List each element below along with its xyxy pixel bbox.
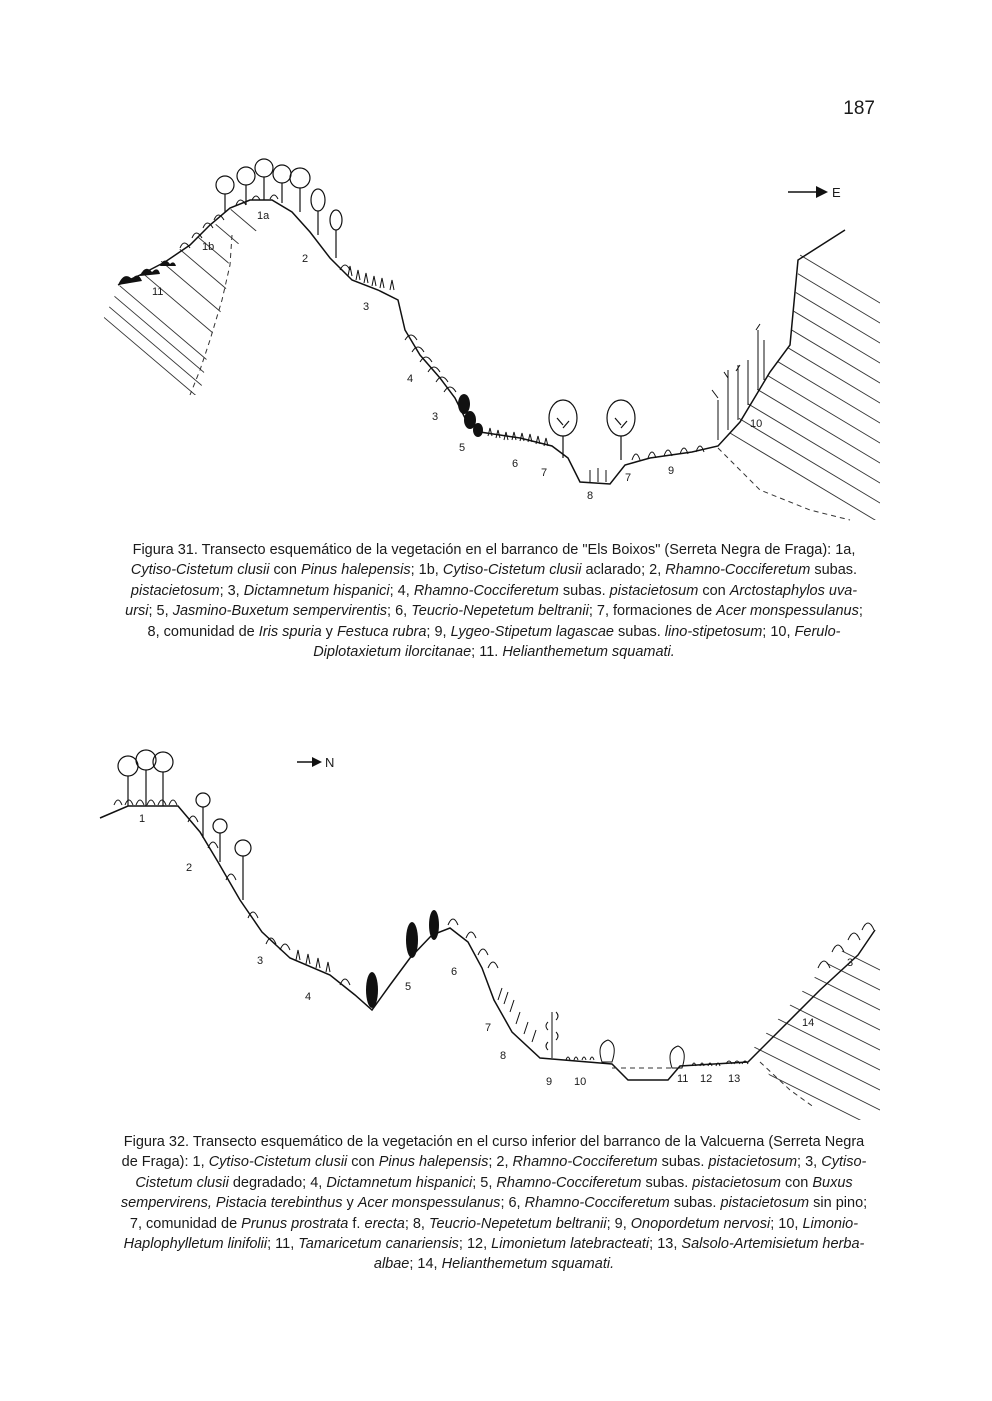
caption-segment: Onopordetum nervosi [630,1215,771,1232]
caption-segment: pistacietosum [720,1195,810,1212]
caption-segment: Pinus halepensis [378,1154,489,1171]
dark-bushes-figure31 [118,260,483,437]
caption-segment: ; 10, [762,623,795,640]
caption-segment: Figura 31. Transecto esquemático de la vegetación en el barranco de "Els Boixos" (Serreta Negra de Fraga): 1a, [132,542,856,558]
caption-segment: ; 14, [409,1256,442,1273]
community-labels-figure31 [152,210,762,502]
caption-segment: subas. [657,1154,709,1171]
label-14: 14 [802,1017,815,1029]
label-12: 12 [700,1073,713,1085]
label-10: 10 [750,418,763,430]
label-5: 5 [459,442,466,454]
caption-segment: Rhamno-Cocciferetum [413,582,559,599]
caption-segment: Cytiso-Cistetum clusii [135,1154,867,1191]
caption-segment: Dictamnetum hispanici [243,582,390,599]
label-7b: 7 [625,472,632,484]
boundary-dashed-figure32 [612,1062,815,1108]
caption-segment: pistacietosum [692,1174,781,1191]
caption-segment: ; 4, [389,582,414,599]
caption-segment: Teucrio-Nepetetum beltranii [411,603,589,620]
caption-segment: ; 1b, [410,562,443,579]
caption-segment: ; 9, [606,1215,631,1232]
hatch-left-figure31 [60,150,355,450]
caption-segment: con [780,1174,813,1191]
caption-segment: y [342,1195,358,1212]
label-4: 4 [305,991,312,1003]
label-8: 8 [587,490,594,502]
caption-segment: Salsolo-Artemisietum herba-albae [373,1236,865,1273]
page-number: 187 [843,98,875,119]
label-2: 2 [186,862,193,874]
terrain-profile-figure32 [100,806,875,1080]
caption-segment: y [321,623,337,640]
caption-segment: ; 11, [267,1236,299,1253]
caption-segment: Dictamnetum hispanici [326,1174,473,1191]
caption-segment: Festuca rubra [336,623,427,640]
label-8: 8 [500,1050,507,1062]
label-1b: 1b [202,241,215,253]
figure-31-transect [0,150,992,535]
label-10: 10 [574,1076,587,1088]
caption-segment: con [698,582,730,599]
caption-segment: Buxus sempervirens, Pistacia terebinthus [120,1174,853,1212]
terrain-profile-figure31 [118,200,845,484]
caption-segment: f. [348,1215,365,1232]
caption-segment: Pinus halepensis [300,562,411,579]
label-13: 13 [728,1073,741,1085]
label-6: 6 [451,966,458,978]
caption-segment: Tamaricetum canariensis [298,1236,459,1253]
caption-segment: Rhamno-Cocciferetum [496,1174,642,1191]
label-1a: 1a [257,210,270,222]
caption-segment: Cytiso-Cistetum clusii [130,562,270,579]
caption-segment: subas. [613,623,665,640]
caption-segment: ; 8, comunidad de [147,603,863,640]
boundary-dashed-figure31 [190,235,850,520]
caption-segment: Cytiso-Cistetum clusii [208,1154,348,1171]
caption-segment: pistacietosum [609,582,699,599]
label-9: 9 [546,1076,553,1088]
caption-segment: Arctostaphylos uva-ursi [125,582,858,620]
caption-segment: Iris spuria [258,623,322,640]
caption-segment: Prunus prostrata [241,1215,349,1232]
caption-segment: Limonio-Haplophylletum linifolii [123,1215,859,1253]
caption-segment: lino-stipetosum [664,623,763,640]
acer-trees-figure31 [549,400,635,460]
caption-segment: ; 13, [649,1236,682,1253]
caption-segment: Lygeo-Stipetum lagascae [450,623,614,640]
caption-segment: ; 11. [471,644,503,661]
caption-segment: ; 6, [500,1195,525,1212]
label-9: 9 [668,465,675,477]
caption-segment: Teucrio-Nepetetum beltranii [429,1215,607,1232]
caption-segment: ; 2, [488,1154,513,1171]
hatch-right-figure31 [700,195,900,535]
caption-segment: ; 7, formaciones de [588,603,717,620]
caption-segment: subas. [641,1174,693,1191]
caption-segment: ; 10, [770,1215,803,1232]
label-7a: 7 [541,467,548,479]
caption-segment: Rhamno-Cocciferetum [512,1154,658,1171]
label-7: 7 [485,1022,492,1034]
caption-segment: Ferulo-Diplotaxietum ilorcitanae [313,623,841,661]
caption-segment: Cytiso-Cistetum clusii [442,562,582,579]
caption-segment: Acer monspessulanus [357,1195,501,1212]
direction-label-figure31: E [832,185,841,200]
label-3a: 3 [363,301,370,313]
direction-arrow-figure32 [297,755,334,770]
label-5: 5 [405,981,412,993]
direction-arrow-figure31 [788,185,841,200]
caption-segment: ; 9, [426,623,451,640]
caption-segment: ; 12, [458,1236,492,1253]
figure-32-transect [0,740,992,1125]
caption-segment: ; 6, [387,603,412,620]
caption-segment: degradado; 4, [228,1174,327,1191]
label-3a: 3 [257,955,264,967]
caption-segment: Rhamno-Cocciferetum [665,562,811,579]
caption-segment: Jasmino-Buxetum sempervirentis [172,603,388,620]
label-3b: 3 [847,957,854,969]
caption-segment: erecta [364,1215,405,1232]
caption-segment: Helianthemetum squamati. [502,644,675,661]
caption-segment: sin pino; 7, comunidad de [129,1195,868,1232]
dark-trees-figure32 [366,910,439,1008]
caption-segment: con [269,562,301,579]
caption-segment: subas. [810,562,858,579]
label-4: 4 [407,373,414,385]
caption-segment: Acer monspessulanus [716,603,859,620]
shrub-glyphs-figure32 [114,800,874,1068]
caption-segment: Figura 32. Transecto esquemático de la vegetación en el curso inferior del barranco de la Valcuerna (Serreta Negra de Fraga): 1, [121,1134,865,1171]
caption-segment: subas. [669,1195,721,1212]
pine-trees-figure32 [118,750,251,900]
direction-label-figure32: N [325,755,335,770]
figure-31-caption [118,540,870,662]
label-6: 6 [512,458,519,470]
shrub-glyphs-figure31 [180,195,764,482]
label-11: 11 [677,1073,689,1085]
caption-segment: aclarado; 2, [581,562,666,579]
community-labels-figure32 [139,813,853,1088]
caption-segment: pistacietosum [130,582,220,599]
caption-segment: ; 3, [797,1154,822,1171]
caption-segment: Rhamno-Cocciferetum [524,1195,670,1212]
caption-segment: con [347,1154,379,1171]
caption-segment: Limonietum latebracteati [491,1236,650,1253]
caption-segment: ; 3, [219,582,244,599]
label-3b: 3 [432,411,439,423]
caption-segment: ; 8, [404,1215,429,1232]
caption-segment: subas. [558,582,610,599]
caption-segment: ; 5, [472,1174,497,1191]
figure-32-caption [118,1132,870,1275]
pine-trees-crest [216,159,342,258]
caption-segment: ; 5, [148,603,173,620]
label-1: 1 [139,813,146,825]
label-11: 11 [152,286,164,298]
caption-segment: Helianthemetum squamati. [441,1256,615,1273]
caption-segment: pistacietosum [708,1154,798,1171]
label-2: 2 [302,253,309,265]
hatch-right-figure32 [740,900,900,1125]
